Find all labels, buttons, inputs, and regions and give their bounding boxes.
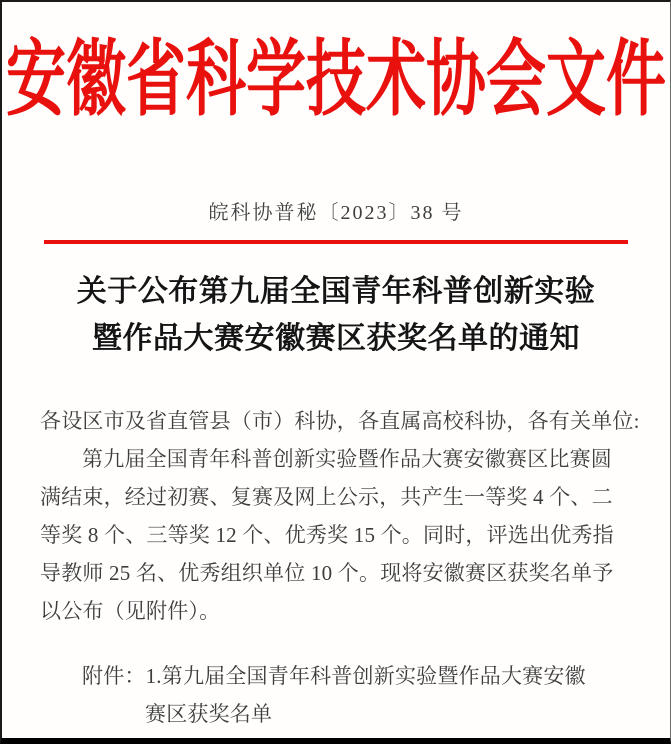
- document-body: [40, 402, 640, 733]
- red-header-banner: [2, 30, 670, 126]
- attachment-line1: 附件：1.第九届全国青年科普创新实验暨作品大赛安徽: [82, 664, 586, 688]
- red-divider-line: [44, 240, 628, 244]
- notice-title-line1: 关于公布第九届全国青年科普创新实验: [76, 275, 596, 308]
- document-number: 皖科协普秘〔2023〕38 号: [208, 202, 464, 224]
- attachment-block: [40, 657, 632, 733]
- attachment-line2: 赛区获奖名单: [145, 702, 273, 726]
- body-line: 以公布（见附件）。: [40, 599, 221, 623]
- notice-title: [2, 268, 670, 362]
- salutation-line: 各设区市及省直管县（市）科协，各直属高校科协，各有关单位:: [40, 409, 640, 433]
- notice-title-line2: 暨作品大赛安徽赛区获奖名单的通知: [92, 322, 580, 355]
- body-line: 满结束，经过初赛、复赛及网上公示，共产生一等奖 4 个、二: [40, 485, 613, 509]
- body-line: 导教师 25 名、优秀组织单位 10 个。现将安徽赛区获奖名单予: [40, 561, 614, 585]
- body-line: 第九届全国青年科普创新实验暨作品大赛安徽赛区比赛圆: [82, 447, 612, 471]
- agency-title-text: 安徽省科学技术协会文件: [6, 34, 666, 126]
- body-line: 等奖 8 个、三等奖 12 个、优秀奖 15 个。同时，评选出优秀指: [40, 523, 614, 547]
